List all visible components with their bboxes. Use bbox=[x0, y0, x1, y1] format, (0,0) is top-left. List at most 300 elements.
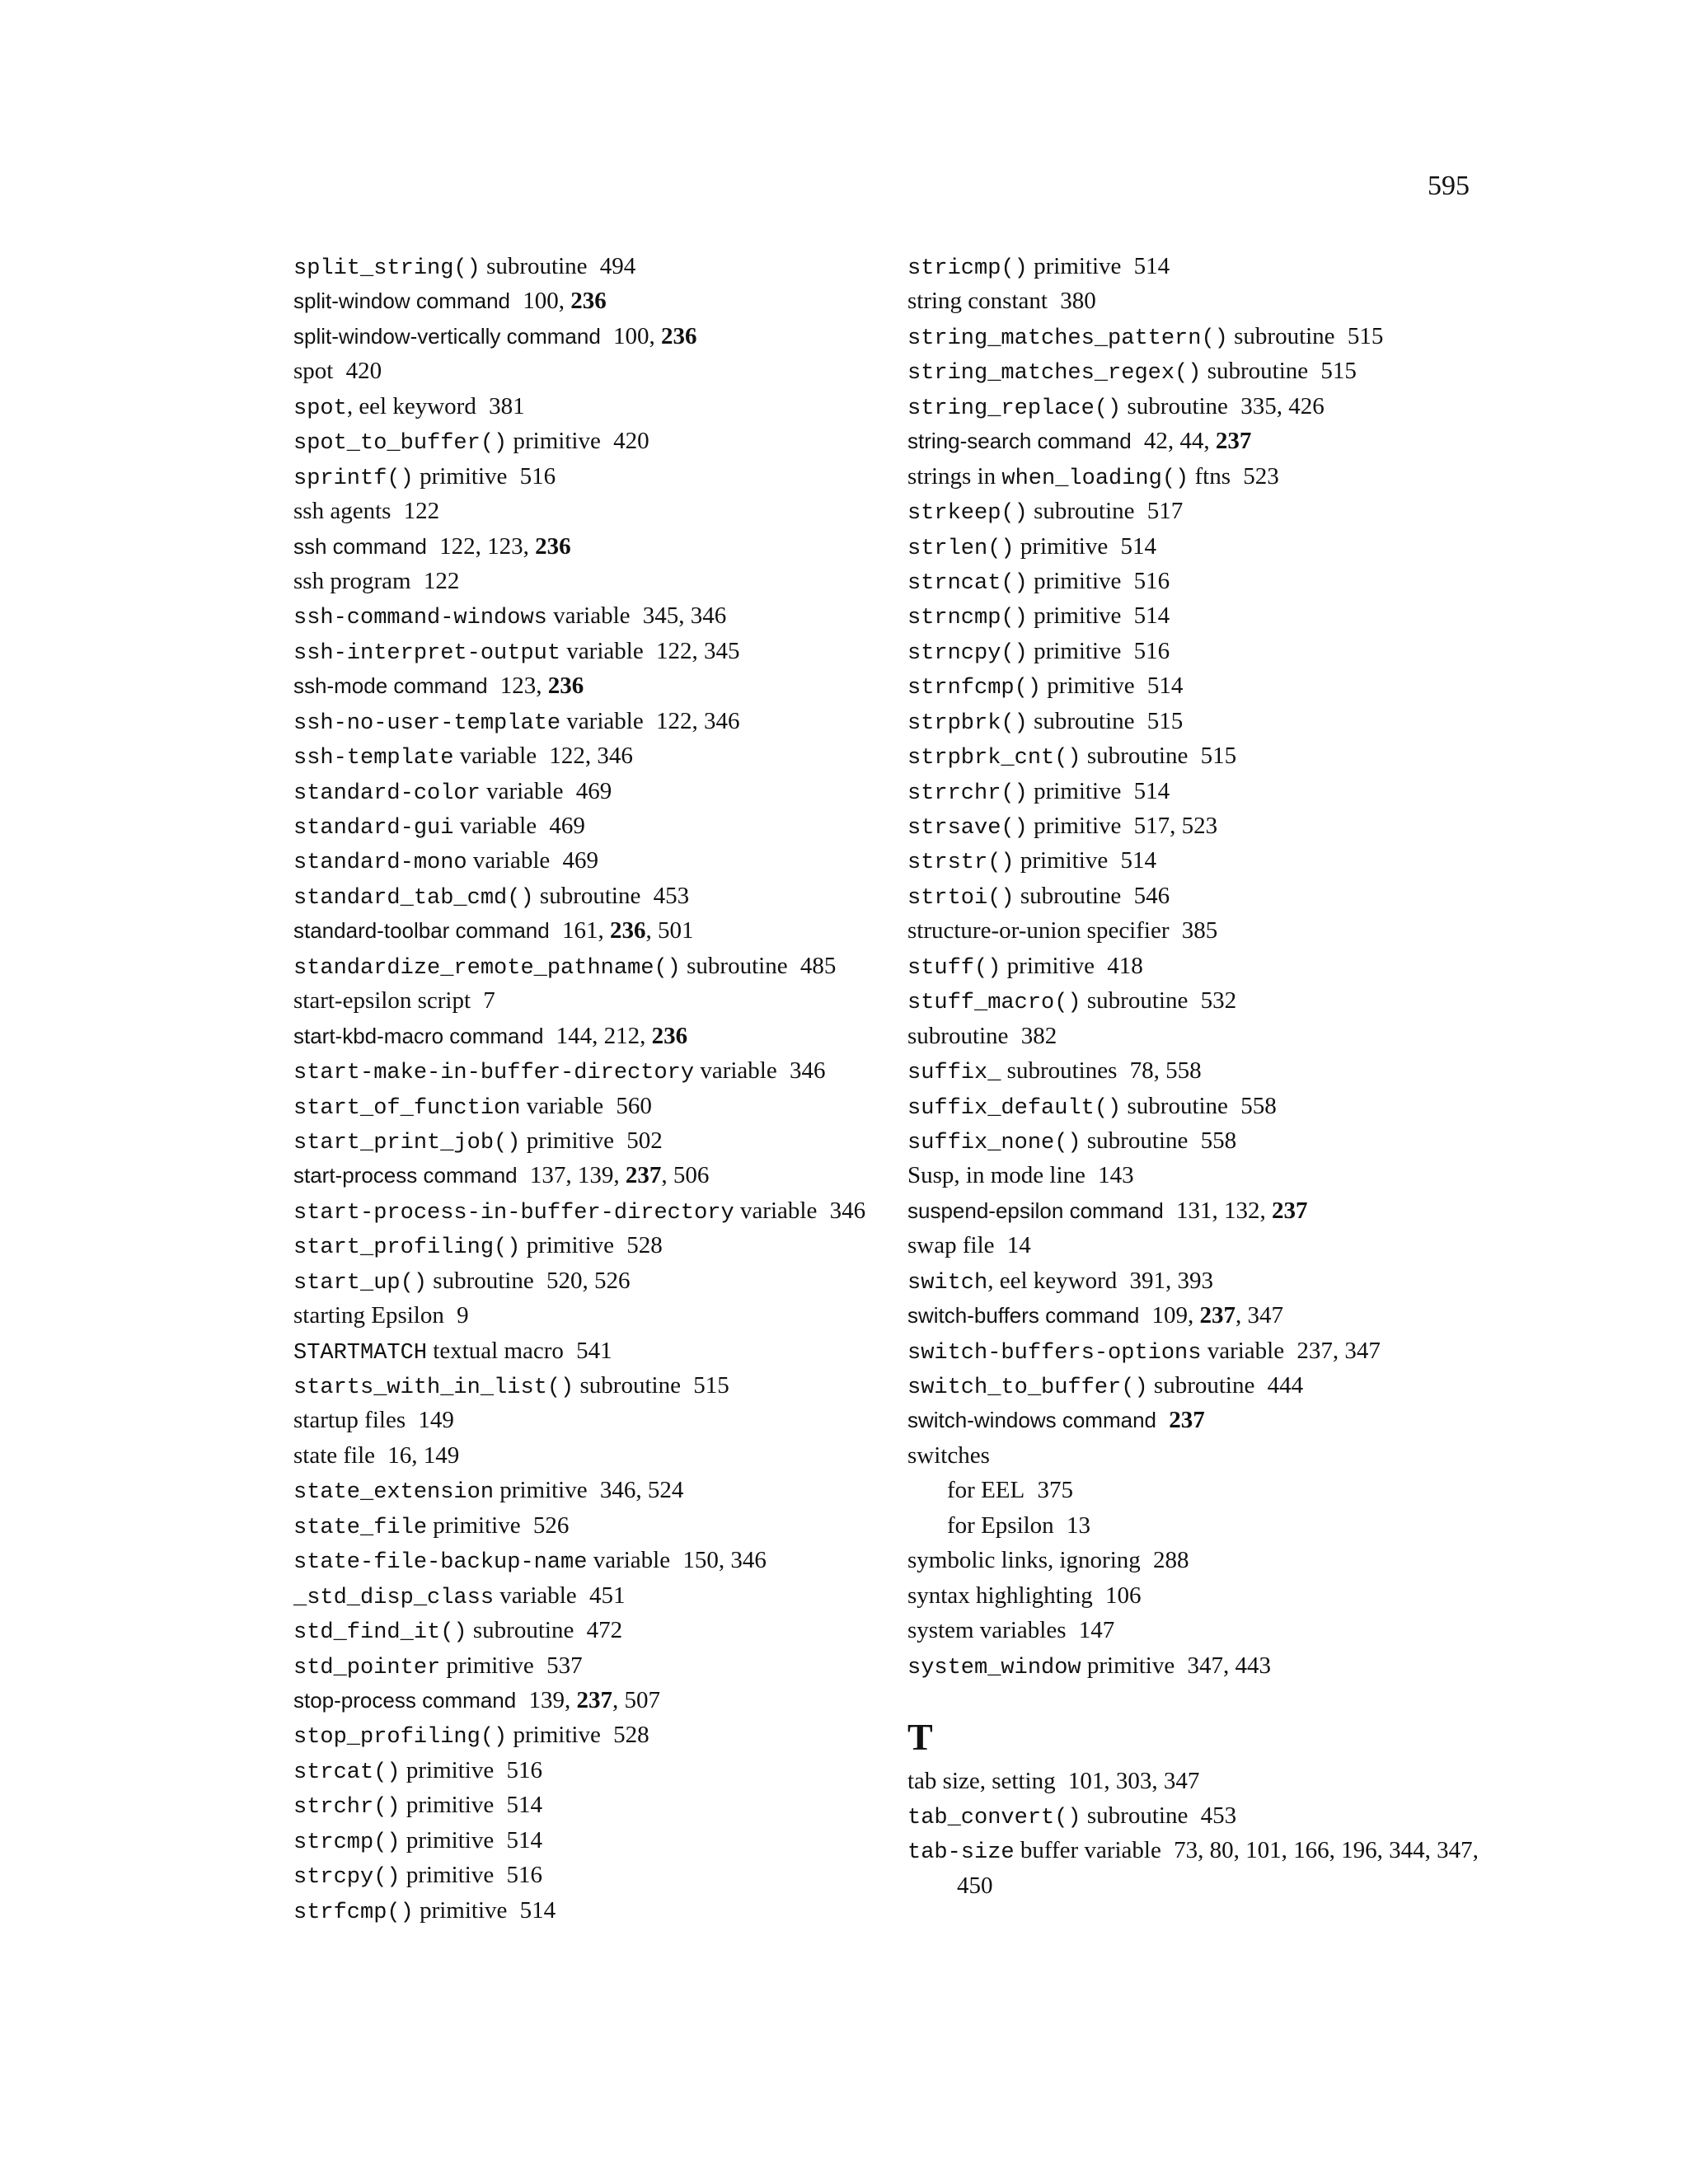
index-page-refs bbox=[451, 1302, 469, 1329]
index-entry bbox=[293, 808, 887, 843]
page-ref[interactable]: 13 bbox=[1066, 1511, 1090, 1539]
index-term: textual macro bbox=[427, 1337, 564, 1364]
index-term: strncpy() bbox=[907, 640, 1028, 666]
index-term: primitive bbox=[507, 428, 601, 455]
page-ref[interactable]: 122 bbox=[655, 707, 692, 734]
page-ref[interactable]: 346 bbox=[599, 1477, 636, 1504]
page-ref[interactable]: 144 bbox=[556, 1022, 593, 1049]
page-ref[interactable]: 516 bbox=[506, 1862, 542, 1889]
index-page-refs bbox=[1163, 1407, 1205, 1433]
page-ref[interactable]: 450 bbox=[957, 1872, 993, 1899]
page-ref[interactable]: 451 bbox=[588, 1582, 626, 1609]
page-ref[interactable]: 139 bbox=[528, 1686, 565, 1713]
index-page-refs bbox=[1176, 917, 1218, 944]
index-page-refs: 122, 123, 236 bbox=[439, 532, 571, 560]
page-ref[interactable]: 100 bbox=[523, 288, 559, 315]
page-ref[interactable]: 347 bbox=[1437, 1836, 1473, 1863]
page-ref[interactable]: 375 bbox=[1037, 1477, 1073, 1504]
page-ref[interactable]: 123 bbox=[487, 532, 523, 560]
page-ref-primary[interactable]: 237 bbox=[625, 1162, 662, 1189]
page-ref[interactable]: 453 bbox=[1200, 1802, 1237, 1830]
page-ref[interactable]: 516 bbox=[1133, 637, 1170, 664]
page-ref[interactable]: 516 bbox=[506, 1756, 542, 1783]
page-ref[interactable]: 524 bbox=[647, 1477, 684, 1504]
index-term: switch_to_buffer() bbox=[907, 1376, 1148, 1400]
index-column-right bbox=[907, 249, 1501, 1902]
page-ref[interactable]: 237 bbox=[1296, 1337, 1333, 1364]
index-page-refs: 520, 526 bbox=[546, 1267, 631, 1294]
index-entry bbox=[293, 424, 887, 458]
page-ref-primary[interactable]: 236 bbox=[570, 288, 607, 315]
page-ref[interactable]: 147 bbox=[1078, 1617, 1115, 1644]
index-term: start-process command bbox=[293, 1163, 518, 1188]
index-term: spot bbox=[293, 358, 334, 385]
page-ref[interactable]: 347 bbox=[1163, 1767, 1200, 1794]
page-ref[interactable]: 515 bbox=[1200, 743, 1237, 770]
index-page-refs bbox=[1194, 987, 1236, 1014]
page-ref[interactable]: 546 bbox=[1133, 882, 1170, 909]
page-ref-primary[interactable]: 237 bbox=[576, 1686, 612, 1713]
index-term: switch-buffers command bbox=[907, 1303, 1140, 1329]
page-ref-primary[interactable]: 237 bbox=[1199, 1302, 1236, 1329]
index-term: split-window-vertically command bbox=[293, 323, 601, 349]
index-entry bbox=[293, 1893, 887, 1928]
index-page-refs bbox=[584, 1582, 626, 1609]
index-entry bbox=[293, 494, 887, 528]
page-ref[interactable]: 514 bbox=[506, 1826, 542, 1854]
page-ref[interactable]: 137 bbox=[529, 1162, 566, 1189]
page-ref[interactable]: 517 bbox=[1146, 498, 1184, 525]
index-page-refs: 16, 149 bbox=[387, 1441, 460, 1469]
page-ref[interactable]: 520 bbox=[546, 1267, 583, 1294]
index-entry bbox=[293, 1228, 887, 1263]
index-entry bbox=[907, 529, 1501, 564]
index-term: strpbrk_cnt() bbox=[907, 746, 1081, 771]
index-entry bbox=[907, 1333, 1501, 1368]
index-entry bbox=[293, 1403, 887, 1437]
index-page-refs bbox=[1128, 883, 1170, 909]
index-term: standardize_remote_pathname() bbox=[293, 955, 681, 981]
index-page-refs: 100, 236 bbox=[613, 322, 697, 349]
index-term: primitive bbox=[494, 1477, 588, 1504]
index-term: ssh-mode command bbox=[293, 673, 488, 699]
page-ref[interactable]: 347 bbox=[1247, 1302, 1284, 1329]
page-ref[interactable]: 380 bbox=[1060, 288, 1096, 315]
index-page-refs bbox=[556, 847, 598, 874]
index-term: system variables bbox=[907, 1617, 1067, 1644]
page-ref[interactable]: 516 bbox=[519, 462, 556, 490]
index-term: ssh program bbox=[293, 567, 411, 594]
page-ref[interactable]: 515 bbox=[1320, 358, 1357, 385]
index-term: subroutine bbox=[1201, 358, 1309, 385]
page-ref[interactable]: 78 bbox=[1129, 1057, 1154, 1085]
index-entry bbox=[907, 1578, 1501, 1613]
index-entry bbox=[907, 1089, 1501, 1123]
index-entry bbox=[293, 459, 887, 494]
page-ref-primary[interactable]: 237 bbox=[1169, 1407, 1205, 1434]
page-ref[interactable]: 420 bbox=[613, 428, 649, 455]
page-ref[interactable]: 101 bbox=[1245, 1836, 1282, 1863]
index-entry bbox=[293, 983, 887, 1018]
index-term: strcat() bbox=[293, 1760, 401, 1785]
index-term: primitive bbox=[1027, 637, 1122, 664]
page-ref[interactable]: 514 bbox=[1133, 253, 1170, 279]
index-term: subroutine bbox=[480, 253, 588, 279]
index-entry bbox=[293, 1788, 887, 1822]
index-term: string_replace() bbox=[907, 396, 1122, 421]
index-term: start-process-in-buffer-directory bbox=[293, 1200, 734, 1226]
page-ref[interactable]: 212 bbox=[603, 1022, 640, 1049]
page-ref[interactable]: 485 bbox=[799, 952, 837, 979]
page-ref[interactable]: 7 bbox=[483, 987, 495, 1015]
index-term: for Epsilon bbox=[947, 1511, 1054, 1539]
page-ref[interactable]: 514 bbox=[1133, 602, 1170, 630]
page-ref[interactable]: 523 bbox=[1243, 462, 1279, 490]
page-ref[interactable]: 444 bbox=[1267, 1372, 1304, 1399]
index-page-refs bbox=[418, 568, 460, 594]
page-ref[interactable]: 132 bbox=[1223, 1197, 1260, 1224]
page-ref[interactable]: 393 bbox=[1177, 1267, 1213, 1294]
index-entry bbox=[293, 1089, 887, 1123]
index-term: strtoi() bbox=[907, 885, 1015, 911]
index-subentry bbox=[907, 1473, 1501, 1507]
index-page-refs bbox=[500, 1827, 542, 1854]
page-ref[interactable]: 469 bbox=[549, 813, 585, 839]
index-term: primitive bbox=[1081, 1652, 1175, 1679]
page-ref[interactable]: 426 bbox=[1288, 392, 1325, 419]
index-page-refs bbox=[1194, 1127, 1236, 1154]
page-ref[interactable]: 122 bbox=[655, 637, 692, 664]
index-entry bbox=[907, 1403, 1501, 1437]
index-term: subroutine bbox=[1081, 743, 1189, 770]
page-ref[interactable]: 528 bbox=[626, 1232, 663, 1259]
page-ref[interactable]: 453 bbox=[653, 882, 690, 909]
index-entry bbox=[293, 913, 887, 948]
index-page-refs bbox=[1061, 1512, 1090, 1539]
index-entry bbox=[907, 1228, 1501, 1263]
page-ref[interactable]: 558 bbox=[1200, 1127, 1237, 1154]
index-term: when_loading() bbox=[1001, 466, 1189, 491]
index-term: stuff() bbox=[907, 955, 1001, 981]
index-page-refs: 73, 80, 101, 166, 196, 344, 347, 450 bbox=[957, 1836, 1479, 1899]
page-ref-primary[interactable]: 236 bbox=[651, 1022, 688, 1049]
index-page-refs: 122, 346 bbox=[655, 707, 740, 734]
index-entry bbox=[293, 634, 887, 668]
page-ref[interactable]: 335 bbox=[1240, 392, 1277, 419]
index-page-refs bbox=[1194, 1802, 1236, 1829]
index-term: strlen() bbox=[907, 536, 1015, 561]
index-term: ssh command bbox=[293, 533, 427, 559]
page-ref[interactable]: 391 bbox=[1129, 1267, 1165, 1294]
index-entry bbox=[907, 634, 1501, 668]
index-page-refs bbox=[1237, 463, 1279, 490]
index-term: state-file-backup-name bbox=[293, 1550, 588, 1576]
index-term: subroutine bbox=[907, 1022, 1009, 1049]
index-entry bbox=[293, 704, 887, 738]
index-page-refs bbox=[647, 883, 689, 909]
page-ref[interactable]: 346 bbox=[703, 707, 740, 734]
index-entry bbox=[907, 879, 1501, 913]
index-page-refs bbox=[500, 1792, 542, 1818]
page-ref[interactable]: 9 bbox=[457, 1302, 469, 1329]
index-page-refs: 78, 558 bbox=[1129, 1057, 1202, 1085]
index-term: variable bbox=[453, 743, 537, 770]
page-ref[interactable]: 347 bbox=[1187, 1652, 1223, 1679]
page-ref[interactable]: 196 bbox=[1341, 1836, 1377, 1863]
index-term: sprintf() bbox=[293, 466, 414, 491]
index-entry bbox=[293, 668, 887, 703]
index-term: startup files bbox=[293, 1407, 406, 1434]
page-ref[interactable]: 526 bbox=[532, 1511, 570, 1539]
page-ref[interactable]: 382 bbox=[1020, 1022, 1057, 1049]
index-entry bbox=[293, 1473, 887, 1507]
index-page-refs: 139, 237, 507 bbox=[528, 1686, 660, 1713]
page-ref[interactable]: 469 bbox=[562, 847, 599, 874]
page-ref[interactable]: 143 bbox=[1098, 1162, 1134, 1189]
index-term: _std_disp_class bbox=[293, 1585, 495, 1610]
page-ref[interactable]: 506 bbox=[673, 1162, 710, 1189]
page-ref-primary[interactable]: 237 bbox=[1271, 1197, 1308, 1224]
index-term: suffix_none() bbox=[907, 1130, 1081, 1155]
index-term: string constant bbox=[907, 288, 1048, 315]
index-term: stuff_macro() bbox=[907, 991, 1081, 1016]
page-ref[interactable]: 14 bbox=[1006, 1232, 1031, 1259]
index-entry bbox=[293, 1578, 887, 1613]
page-ref-primary[interactable]: 236 bbox=[547, 673, 584, 700]
index-page-refs bbox=[823, 1197, 865, 1224]
index-page-refs: 347, 443 bbox=[1187, 1652, 1271, 1679]
index-term: Susp, in mode line bbox=[907, 1162, 1085, 1189]
page-ref[interactable]: 166 bbox=[1293, 1836, 1329, 1863]
page-ref-primary[interactable]: 236 bbox=[535, 532, 571, 560]
page-ref[interactable]: 122 bbox=[403, 498, 440, 525]
page-ref[interactable]: 346 bbox=[829, 1197, 866, 1224]
index-entry bbox=[293, 1053, 887, 1088]
page-number: 595 bbox=[1428, 171, 1470, 201]
page-ref[interactable]: 472 bbox=[586, 1617, 623, 1644]
index-term: state_file bbox=[293, 1515, 428, 1540]
index-term: primitive bbox=[1014, 847, 1109, 874]
index-entry bbox=[907, 1158, 1501, 1193]
index-term: primitive bbox=[507, 1722, 601, 1749]
page-ref[interactable]: 122 bbox=[423, 567, 460, 594]
index-page-refs bbox=[784, 1057, 826, 1084]
index-entry bbox=[293, 1333, 887, 1368]
index-page-refs: 346, 524 bbox=[599, 1477, 684, 1504]
page-ref[interactable]: 526 bbox=[593, 1267, 631, 1294]
index-term: subroutine bbox=[1227, 322, 1335, 349]
page-ref[interactable]: 122 bbox=[549, 743, 585, 770]
page-ref[interactable]: 139 bbox=[577, 1162, 614, 1189]
page-ref[interactable]: 149 bbox=[418, 1407, 454, 1434]
index-page-refs bbox=[1147, 1547, 1189, 1573]
page-ref[interactable]: 131 bbox=[1175, 1197, 1212, 1224]
page-ref[interactable]: 346 bbox=[597, 743, 633, 770]
page-ref[interactable]: 347 bbox=[1344, 1337, 1381, 1364]
page-ref[interactable]: 123 bbox=[499, 673, 537, 700]
page-ref[interactable]: 346 bbox=[730, 1547, 767, 1574]
index-term: variable bbox=[546, 602, 631, 630]
page-ref[interactable]: 100 bbox=[613, 322, 649, 349]
index-entry bbox=[293, 1019, 887, 1053]
index-entry bbox=[907, 843, 1501, 878]
page-ref[interactable]: 514 bbox=[1146, 673, 1184, 700]
page-ref[interactable]: 73 bbox=[1174, 1836, 1198, 1863]
page-ref[interactable]: 345 bbox=[703, 637, 740, 664]
index-term: primitive bbox=[1014, 532, 1109, 560]
index-entry bbox=[907, 983, 1501, 1018]
page-ref[interactable]: 149 bbox=[423, 1441, 460, 1469]
index-column-left bbox=[293, 249, 887, 1928]
page-ref[interactable]: 507 bbox=[624, 1686, 660, 1713]
page-ref[interactable]: 101 bbox=[1067, 1767, 1104, 1794]
index-entry bbox=[293, 1683, 887, 1718]
page-ref[interactable]: 80 bbox=[1209, 1836, 1234, 1863]
page-ref[interactable]: 501 bbox=[657, 917, 694, 944]
index-page-refs bbox=[541, 1652, 583, 1679]
index-term: subroutine bbox=[574, 1372, 681, 1399]
index-entry bbox=[293, 389, 887, 424]
page-ref[interactable]: 528 bbox=[613, 1722, 649, 1749]
page-ref-primary[interactable]: 236 bbox=[661, 322, 697, 349]
index-page-refs bbox=[1128, 778, 1170, 804]
page-ref[interactable]: 516 bbox=[1133, 567, 1170, 594]
index-entry bbox=[907, 1438, 1501, 1473]
index-term: strchr() bbox=[293, 1795, 401, 1821]
page-ref[interactable]: 42 bbox=[1143, 428, 1168, 455]
index-term: standard-mono bbox=[293, 851, 467, 876]
page-ref[interactable]: 303 bbox=[1115, 1767, 1152, 1794]
page-ref[interactable]: 494 bbox=[599, 253, 636, 279]
index-term: state file bbox=[293, 1441, 376, 1469]
index-term: subroutine bbox=[427, 1267, 534, 1294]
page-ref[interactable]: 515 bbox=[1146, 707, 1184, 734]
page-ref[interactable]: 161 bbox=[561, 917, 598, 944]
index-term: standard-toolbar command bbox=[293, 918, 550, 944]
index-entry bbox=[293, 1823, 887, 1858]
index-entry bbox=[907, 1613, 1501, 1647]
page-ref[interactable]: 150 bbox=[682, 1547, 719, 1574]
index-term: tab_convert() bbox=[907, 1806, 1081, 1831]
page-ref[interactable]: 346 bbox=[690, 602, 727, 630]
page-ref-primary[interactable]: 236 bbox=[609, 917, 646, 944]
index-entry bbox=[907, 1193, 1501, 1228]
index-entry bbox=[293, 598, 887, 633]
index-page-refs bbox=[1072, 1617, 1114, 1643]
index-page-refs bbox=[1315, 358, 1357, 384]
page-ref[interactable]: 288 bbox=[1153, 1547, 1189, 1574]
index-page-refs bbox=[607, 428, 649, 454]
page-ref[interactable]: 44 bbox=[1179, 428, 1204, 455]
page-ref[interactable]: 106 bbox=[1105, 1582, 1142, 1609]
index-page-refs bbox=[483, 393, 525, 419]
index-page-refs bbox=[1001, 1232, 1031, 1258]
page-ref[interactable]: 517 bbox=[1133, 813, 1170, 839]
index-term: strrchr() bbox=[907, 780, 1028, 806]
index-entry bbox=[907, 1019, 1501, 1053]
page-ref[interactable]: 532 bbox=[1200, 987, 1237, 1015]
index-term: subroutine bbox=[680, 952, 788, 979]
index-term: primitive bbox=[1027, 602, 1122, 630]
page-ref[interactable]: 560 bbox=[616, 1092, 652, 1119]
page-ref[interactable]: 515 bbox=[693, 1372, 729, 1399]
index-term: strings in bbox=[907, 462, 1002, 490]
page-ref[interactable]: 514 bbox=[1133, 777, 1170, 804]
index-term: variable bbox=[734, 1197, 818, 1224]
index-term: standard-gui bbox=[293, 816, 454, 841]
index-term: split-window command bbox=[293, 288, 510, 314]
index-term: variable bbox=[1201, 1337, 1285, 1364]
page-ref[interactable]: 558 bbox=[1165, 1057, 1202, 1085]
index-term: subroutine bbox=[1081, 987, 1189, 1015]
page-ref-primary[interactable]: 237 bbox=[1215, 428, 1252, 455]
index-term: starts_with_in_list() bbox=[293, 1376, 574, 1400]
index-entry bbox=[293, 843, 887, 878]
index-term: ssh-no-user-template bbox=[293, 710, 561, 736]
index-page-refs bbox=[513, 463, 556, 490]
index-page-refs bbox=[1128, 638, 1170, 664]
index-page-refs bbox=[1194, 743, 1236, 769]
page-ref[interactable]: 381 bbox=[489, 392, 525, 419]
index-term: start_up() bbox=[293, 1270, 428, 1296]
index-page-refs bbox=[543, 813, 585, 839]
index-term: primitive bbox=[400, 1862, 495, 1889]
page-ref[interactable]: 16 bbox=[387, 1441, 412, 1469]
index-term: strpbrk() bbox=[907, 710, 1028, 736]
page-ref[interactable]: 537 bbox=[546, 1652, 583, 1679]
index-page-refs bbox=[1114, 533, 1156, 560]
index-entry bbox=[907, 354, 1501, 388]
page-ref[interactable]: 541 bbox=[576, 1337, 612, 1364]
index-term: starting Epsilon bbox=[293, 1302, 444, 1329]
page-ref[interactable]: 514 bbox=[1120, 532, 1156, 560]
index-entry bbox=[293, 564, 887, 598]
page-ref[interactable]: 418 bbox=[1107, 952, 1143, 979]
index-page-refs bbox=[610, 1093, 652, 1119]
index-page-refs bbox=[580, 1617, 622, 1643]
index-page-refs bbox=[594, 253, 636, 279]
index-page-refs bbox=[1235, 1093, 1277, 1119]
index-term: buffer variable bbox=[1014, 1836, 1161, 1863]
page-ref[interactable]: 109 bbox=[1151, 1302, 1189, 1329]
index-page-refs bbox=[513, 1897, 556, 1924]
index-term: start-epsilon script bbox=[293, 987, 471, 1015]
page-ref[interactable]: 344 bbox=[1389, 1836, 1425, 1863]
page-ref[interactable]: 523 bbox=[1181, 813, 1218, 839]
index-term: variable bbox=[494, 1582, 577, 1609]
page-ref[interactable]: 514 bbox=[506, 1792, 542, 1819]
page-ref[interactable]: 469 bbox=[575, 777, 612, 804]
page-ref[interactable]: 502 bbox=[626, 1127, 663, 1154]
page-ref[interactable]: 515 bbox=[1347, 322, 1384, 349]
index-entry bbox=[293, 1508, 887, 1543]
index-term: std_find_it() bbox=[293, 1620, 467, 1646]
page-ref[interactable]: 346 bbox=[789, 1057, 826, 1085]
index-term: subroutine bbox=[1027, 498, 1135, 525]
index-term: primitive bbox=[400, 1826, 495, 1854]
page-ref[interactable]: 558 bbox=[1240, 1092, 1277, 1119]
page-ref[interactable]: 514 bbox=[1120, 847, 1156, 874]
page-ref[interactable]: 420 bbox=[345, 358, 382, 385]
page-ref[interactable]: 443 bbox=[1235, 1652, 1271, 1679]
page-ref[interactable]: 514 bbox=[519, 1896, 556, 1924]
page-ref[interactable]: 385 bbox=[1181, 917, 1218, 944]
index-page-refs bbox=[397, 498, 439, 524]
page-ref[interactable]: 122 bbox=[439, 532, 476, 560]
index-page-refs bbox=[1128, 602, 1170, 629]
page-ref[interactable]: 345 bbox=[642, 602, 679, 630]
index-term: primitive bbox=[400, 1756, 495, 1783]
